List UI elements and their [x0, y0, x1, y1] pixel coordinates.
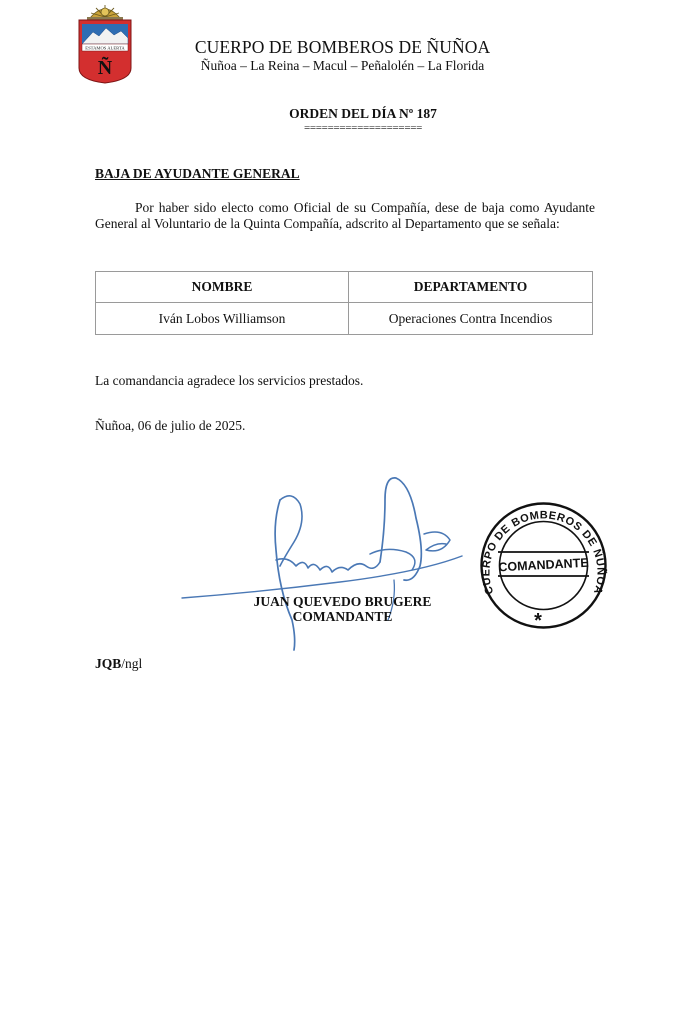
cell-department: Operaciones Contra Incendios	[349, 303, 593, 335]
author-initials: JQB	[95, 656, 122, 671]
stamp-ring-text: CUERPO DE BOMBEROS DE ÑUÑOA	[480, 509, 607, 596]
table-header-row	[96, 272, 593, 303]
body-paragraph: Por haber sido electo como Oficial de su Compañía, dese de baja como Ayudante General al Voluntario de la Quinta Compañía, adscrito al Departamento que se señala:	[95, 200, 595, 231]
column-header-department: DEPARTAMENTO	[349, 272, 593, 303]
staff-table	[95, 271, 593, 335]
logo-letter: Ñ	[97, 57, 113, 79]
stamp-star-icon: *	[534, 610, 542, 632]
logo-motto: ESTAMOS ALERTA	[85, 45, 125, 51]
handwritten-signature	[180, 470, 470, 655]
organization-communes: Ñuñoa – La Reina – Macul – Peñalolén – La Florida	[200, 58, 485, 73]
date-line: Ñuñoa, 06 de julio de 2025.	[95, 418, 246, 433]
initials-line	[95, 656, 142, 672]
stamp-center-text: COMANDANTE	[498, 555, 589, 575]
signer-name: JUAN QUEVEDO BRUGERE	[253, 594, 432, 609]
order-title: ORDEN DEL DÍA Nº 187	[289, 106, 437, 121]
order-title-rule: ====================	[303, 122, 423, 134]
table-row	[96, 303, 593, 335]
typist-initials: /ngl	[121, 656, 143, 671]
cell-name: Iván Lobos Williamson	[96, 303, 349, 335]
official-stamp	[476, 498, 611, 633]
organization-name: CUERPO DE BOMBEROS DE ÑUÑOA	[194, 37, 491, 57]
fire-department-logo	[76, 2, 134, 84]
crest-icon	[87, 5, 123, 20]
thanks-line: La comandancia agradece los servicios prestados.	[95, 373, 364, 388]
column-header-name: NOMBRE	[96, 272, 349, 303]
section-title: BAJA DE AYUDANTE GENERAL	[95, 166, 300, 181]
signer-role: COMANDANTE	[292, 609, 393, 624]
